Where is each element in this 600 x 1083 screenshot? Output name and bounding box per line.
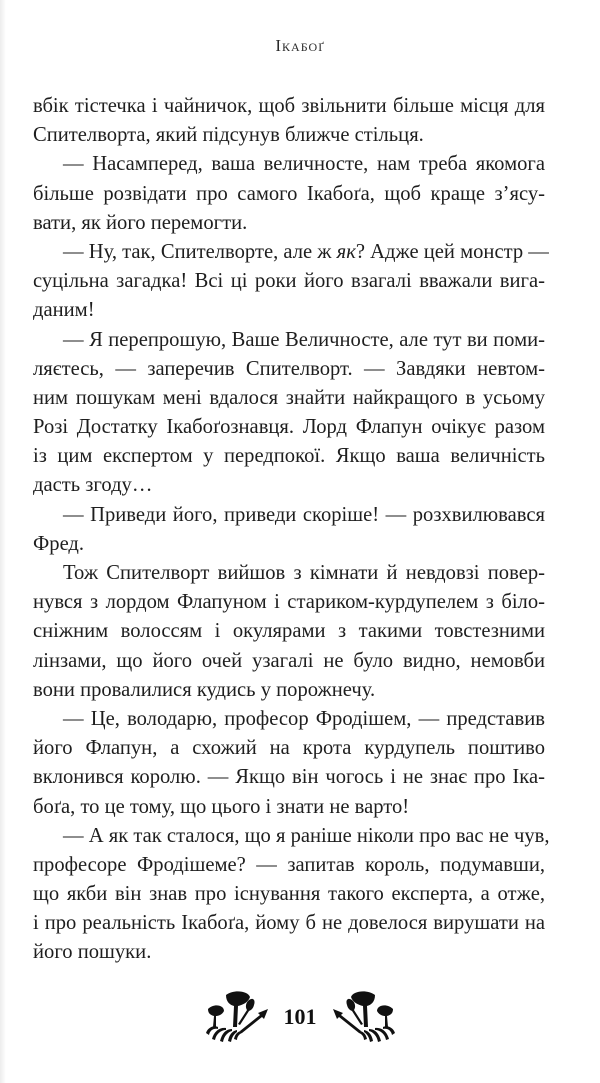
text-line: — Це, володарю, професор Фродішем, — представив [63,707,545,730]
page-footer [0,985,600,1045]
running-header: Ікабоґ [275,36,325,55]
text-line: — Приведи його, приведи скоріше! — розхвилювався [63,503,545,526]
text-line: більше розвідати про самого Ікабоґа, щоб краще з’ясу- [33,182,545,205]
text-line: Розі Достатку Ікабоґознавця. Лорд Флапун очікує разом [33,416,545,439]
text-line: його пошуки. [33,941,152,964]
text-line: що якби він знав про існування такого експерта, а отже, [33,883,545,906]
text-line: боґа, то це тому, що цього і знати не варто! [33,795,410,818]
text-line: професоре Фродішеме? — запитав король, подумавши, [33,853,545,876]
text-line: Спителворта, який підсунув ближче стільця. [33,124,424,147]
emphasis: як [336,240,356,263]
text-line: із цим експертом у передпокої. Якщо ваша величність [33,445,545,468]
text-line: вати, як його перемогти. [33,211,248,234]
text-line: лінзами, що його очей узагалі не було видно, немовби [33,649,545,672]
text-line: Тож Спителворт вийшов з кімнати й невдовзі повер- [63,562,545,584]
mushroom-ornament-right-icon [329,987,397,1043]
text-line: — Насамперед, ваша величносте, нам треба якомога [63,153,545,176]
text-line: його Флапун, а схожий на крота курдупель поштиво [33,737,545,760]
text-line: вбік тістечка і чайничок, щоб звільнити більше місця для [33,95,545,117]
text-line: Фред. [33,532,85,555]
text-line: нувся з лордом Флапуном і стариком-курдупелем з біло- [33,591,545,614]
text-line: дасть згоду… [33,474,153,497]
mushroom-ornament-left-icon [204,987,272,1043]
text-line: даним! [33,299,95,322]
text-line: ним пошукам мені вдалося знайти найкращого в усьому [33,386,545,409]
text-line: — Ну, так, Спителворте, але ж як? Адже цей монстр — [63,240,549,263]
page-edge-shadow [0,0,6,1083]
text-line: сніжним волоссям і окулярами з такими товстезними [33,620,545,643]
text-line: суцільна загадка! Всі ці роки його взагалі вважали вига- [33,270,545,293]
text-line: ляєтесь, — заперечив Спителворт. — Завдяки невтом- [33,357,545,380]
text-line: — А як так сталося, що я раніше ніколи про вас не чув, [63,824,550,847]
body-text [33,92,550,968]
text-line: вони провалилися кудись у порожнечу. [33,678,376,701]
text-line: і про реальність Ікабоґа, йому б не довелося вирушати на [33,912,545,935]
text-line: — Я перепрошую, Ваше Величносте, але тут ви поми- [63,328,545,351]
text-line: вклонився королю. — Якщо він чогось і не знає про Іка- [33,766,545,789]
page-number: 101 [283,1004,317,1029]
